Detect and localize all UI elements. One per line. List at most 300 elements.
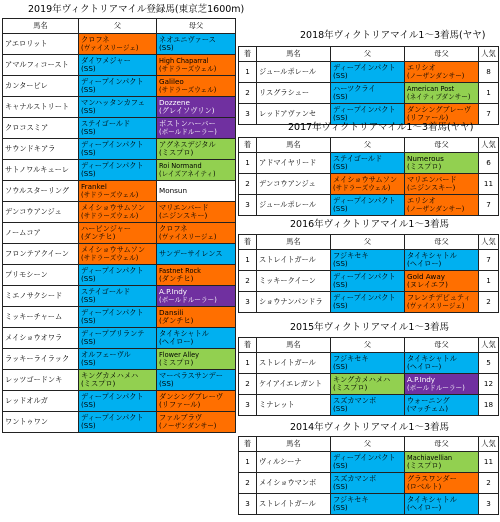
- sire-cell: [79, 370, 157, 391]
- sire-cell: [331, 395, 405, 416]
- table-row: [239, 292, 499, 313]
- results-table-2017: [238, 137, 499, 216]
- popularity: 1: [479, 271, 499, 292]
- column-header: 母父: [405, 437, 479, 452]
- popularity: 18: [479, 395, 499, 416]
- registered-horses-body: [3, 19, 236, 433]
- horse-name: ジュールポレール: [257, 195, 331, 216]
- dam-sire-cell-line: Dansili: [159, 307, 184, 317]
- sire-cell-line: ステイゴールド: [81, 118, 131, 128]
- popularity: 7: [479, 104, 499, 125]
- header-row: [3, 19, 236, 34]
- sire-cell-line: (SS): [81, 295, 96, 304]
- dam-sire-cell-line: (ニジンスキー): [159, 211, 208, 220]
- horse-name: アマルフィコースト: [3, 55, 79, 76]
- dam-sire-cell: [405, 374, 479, 395]
- sire-cell-line: ダイワメジャー: [81, 55, 131, 65]
- header-row: [239, 338, 499, 353]
- sire-cell: [331, 83, 405, 104]
- sire-cell-line: (SS): [333, 461, 348, 470]
- popularity: 2: [479, 473, 499, 494]
- table-row: [239, 494, 499, 515]
- dam-sire-cell-line: (ノーザンダンサー): [159, 422, 217, 430]
- dam-sire-cell: [157, 139, 236, 160]
- dam-sire-cell-line: Gold Away: [407, 271, 445, 281]
- table-row: [3, 118, 236, 139]
- results-body: [239, 235, 499, 313]
- sire-cell-line: メイショウサムソン: [81, 202, 146, 212]
- sire-cell-line: (SS): [333, 92, 348, 101]
- dam-sire-cell: [405, 195, 479, 216]
- horse-name: ミナレット: [257, 395, 331, 416]
- horse-name: プリモシーン: [3, 265, 79, 286]
- dam-sire-cell-line: ファルブラヴ: [159, 412, 202, 422]
- results-title-2017: 2017年ヴィクトリアマイル1～3着馬(ヤヤ): [288, 122, 474, 133]
- horse-name: フロンテアクイーン: [3, 244, 79, 265]
- sire-cell: [331, 292, 405, 313]
- horse-name: カンタービレ: [3, 76, 79, 97]
- sire-cell: [79, 412, 157, 433]
- sire-cell: [79, 55, 157, 76]
- dam-sire-cell-line: (ヘイロー): [407, 362, 442, 371]
- finish-position: 1: [239, 452, 257, 473]
- sire-cell-line: ディープインパクト: [81, 160, 144, 170]
- results-body: [239, 47, 499, 125]
- horse-name: ミエノサクシード: [3, 286, 79, 307]
- dam-sire-cell: [157, 34, 236, 55]
- sire-cell-line: (サドラーズウェル): [81, 191, 139, 199]
- results-title-2018: 2018年ヴィクトリアマイル1～3着馬(ヤヤ): [300, 30, 486, 41]
- dam-sire-cell-line: タイキシャトル: [407, 353, 457, 363]
- dam-sire-cell-line: ダンシングブレーヴ: [407, 104, 471, 114]
- popularity: 6: [479, 153, 499, 174]
- horse-name: ミッキークイーン: [257, 271, 331, 292]
- dam-sire-cell-line: (SS): [159, 379, 174, 388]
- dam-sire-cell: [157, 370, 236, 391]
- dam-sire-cell-line: (ヘイロー): [159, 337, 194, 346]
- sire-cell-line: (SS): [333, 482, 348, 491]
- table-row: [3, 286, 236, 307]
- sire-cell-line: (SS): [333, 280, 348, 289]
- dam-sire-cell: [405, 494, 479, 515]
- dam-sire-cell: [405, 452, 479, 473]
- dam-sire-cell-line: (ミスプロ): [407, 461, 442, 470]
- sire-cell-line: (SS): [333, 204, 348, 213]
- column-header: 馬名: [3, 19, 79, 34]
- sire-cell-line: ディープインパクト: [81, 391, 144, 401]
- finish-position: 2: [239, 83, 257, 104]
- results-body: [239, 338, 499, 416]
- dam-sire-cell-line: (ヘイロー): [407, 503, 442, 512]
- header-row: [239, 47, 499, 62]
- dam-sire-cell-line: (ミスプロ): [159, 358, 194, 367]
- table-row: [3, 307, 236, 328]
- sire-cell-line: マンハッタンカフェ: [81, 97, 145, 107]
- horse-name: レッドアヴァンセ: [257, 104, 331, 125]
- horse-name: リスグラシュー: [257, 83, 331, 104]
- header-row: [239, 138, 499, 153]
- sire-cell: [79, 118, 157, 139]
- sire-cell-line: (ミスプロ): [333, 383, 368, 392]
- column-header: 父: [331, 437, 405, 452]
- dam-sire-cell-line: (サドラーズウェル): [159, 86, 217, 94]
- sire-cell: [331, 374, 405, 395]
- column-header: 着: [239, 138, 257, 153]
- table-row: [239, 83, 499, 104]
- sire-cell: [331, 62, 405, 83]
- dam-sire-cell-line: (ボールドルーラー): [159, 296, 217, 304]
- table-row: [239, 62, 499, 83]
- finish-position: 3: [239, 195, 257, 216]
- sire-cell: [331, 153, 405, 174]
- popularity: 1: [479, 83, 499, 104]
- table-row: [239, 473, 499, 494]
- finish-position: 3: [239, 104, 257, 125]
- table-row: [3, 412, 236, 433]
- sire-cell-line: フジキセキ: [333, 353, 369, 363]
- dam-sire-cell-line: (ヴァイスリージェ): [407, 302, 465, 310]
- dam-sire-cell-line: アグネスデジタル: [159, 139, 216, 149]
- sire-cell-line: (SS): [333, 71, 348, 80]
- dam-sire-cell-line: マーベラスサンデー: [159, 370, 223, 380]
- dam-sire-cell: [157, 349, 236, 370]
- table-row: [3, 223, 236, 244]
- finish-position: 2: [239, 473, 257, 494]
- table-row: [3, 328, 236, 349]
- dam-sire-cell: [157, 202, 236, 223]
- sire-cell-line: ディープインパクト: [333, 195, 396, 205]
- column-header: 人気: [479, 437, 499, 452]
- sire-cell: [331, 271, 405, 292]
- table-row: [3, 160, 236, 181]
- dam-sire-cell: [157, 307, 236, 328]
- horse-name: ストレイトガール: [257, 494, 331, 515]
- popularity: 3: [479, 494, 499, 515]
- horse-name: キャナルストリート: [3, 97, 79, 118]
- dam-sire-cell-line: グラスワンダー: [407, 473, 457, 483]
- dam-sire-cell: [405, 395, 479, 416]
- dam-sire-cell: [405, 153, 479, 174]
- finish-position: 1: [239, 62, 257, 83]
- dam-sire-cell: [405, 174, 479, 195]
- sire-cell-line: メイショウサムソン: [333, 174, 398, 184]
- dam-sire-cell-line: A.P.Indy: [407, 374, 436, 384]
- dam-sire-cell-line: タイキシャトル: [159, 328, 209, 338]
- results-title-2015: 2015年ヴィクトリアマイル1～3着馬: [290, 322, 450, 333]
- horse-name: ラッキーライラック: [3, 349, 79, 370]
- table-row: [3, 34, 236, 55]
- sire-cell-line: (SS): [81, 106, 96, 115]
- sire-cell: [79, 391, 157, 412]
- sire-cell-line: ディープインパクト: [81, 307, 144, 317]
- sire-cell-line: (サドラーズウェル): [81, 254, 139, 262]
- column-header: 父: [331, 338, 405, 353]
- sire-cell-line: ハーツクライ: [333, 83, 376, 93]
- sire-cell: [331, 250, 405, 271]
- dam-sire-cell: [405, 271, 479, 292]
- horse-name: デンコウアンジュ: [3, 202, 79, 223]
- column-header: 母父: [405, 235, 479, 250]
- header-row: [239, 437, 499, 452]
- dam-sire-cell: [405, 250, 479, 271]
- dam-sire-cell-line: (ネイティブダンサー): [407, 93, 471, 101]
- sire-cell: [79, 223, 157, 244]
- horse-name: メイショウマンボ: [257, 473, 331, 494]
- sire-cell-line: (サドラーズウェル): [81, 212, 139, 220]
- dam-sire-cell-line: ボストンハーバー: [159, 118, 216, 128]
- dam-sire-cell-line: エリシオ: [407, 62, 436, 72]
- results-table-2016: [238, 234, 499, 313]
- sire-cell-line: キングカメハメハ: [333, 374, 391, 384]
- horse-name: メイショウオワラ: [3, 328, 79, 349]
- popularity: 5: [479, 353, 499, 374]
- left-table-title: 2019年ヴィクトリアマイル登録馬(東京芝1600m): [28, 4, 245, 15]
- horse-name: ノームコア: [3, 223, 79, 244]
- sire-cell-line: ディープインパクト: [81, 139, 144, 149]
- table-row: [239, 195, 499, 216]
- dam-sire-cell: [157, 181, 236, 202]
- dam-sire-cell-line: タイキシャトル: [407, 494, 457, 504]
- sire-cell-line: (SS): [81, 64, 96, 73]
- dam-sire-cell-line: マリエンバード: [407, 174, 457, 184]
- table-row: [3, 139, 236, 160]
- sire-cell-line: ディープインパクト: [333, 271, 396, 281]
- sire-cell-line: (SS): [81, 148, 96, 157]
- sire-cell-line: ディープインパクト: [333, 62, 396, 72]
- table-row: [3, 391, 236, 412]
- registered-horses-table: [2, 18, 236, 433]
- dam-sire-cell-line: (ノーザンダンサー): [407, 205, 465, 213]
- dam-sire-cell: [157, 118, 236, 139]
- horse-name: ヴィルシーナ: [257, 452, 331, 473]
- table-row: [3, 97, 236, 118]
- horse-name: ソウルスターリング: [3, 181, 79, 202]
- dam-sire-cell-line: フレンチデピュティ: [407, 292, 471, 302]
- dam-sire-cell-line: (ノーザンダンサー): [407, 72, 465, 80]
- column-header: 人気: [479, 138, 499, 153]
- dam-sire-cell-line: American Post: [407, 84, 455, 93]
- column-header: 着: [239, 338, 257, 353]
- horse-name: サトノワルキューレ: [3, 160, 79, 181]
- sire-cell: [79, 307, 157, 328]
- horse-name: デンコウアンジュ: [257, 174, 331, 195]
- horse-name: ストレイトガール: [257, 353, 331, 374]
- dam-sire-cell-line: (ボールドルーラー): [407, 384, 465, 392]
- sire-cell-line: ディープインパクト: [81, 265, 144, 275]
- popularity: 11: [479, 174, 499, 195]
- dam-sire-cell-line: High Chaparral: [159, 56, 209, 65]
- dam-sire-cell-line: Fastnet Rock: [159, 266, 201, 275]
- sire-cell-line: (ダンチヒ): [81, 232, 116, 241]
- sire-cell-line: (サドラーズウェル): [333, 184, 391, 192]
- column-header: 馬名: [257, 47, 331, 62]
- sire-cell-line: ステイゴールド: [81, 286, 131, 296]
- column-header: 着: [239, 235, 257, 250]
- popularity: 8: [479, 62, 499, 83]
- dam-sire-cell-line: ウォーニング: [407, 395, 450, 405]
- horse-name: レッツゴードンキ: [3, 370, 79, 391]
- finish-position: 2: [239, 174, 257, 195]
- sire-cell-line: (SS): [333, 259, 348, 268]
- sire-cell-line: (SS): [81, 85, 96, 94]
- dam-sire-cell: [157, 223, 236, 244]
- table-row: [239, 374, 499, 395]
- dam-sire-cell-line: クロフネ: [159, 223, 188, 233]
- dam-sire-cell-line: Monsun: [159, 185, 188, 195]
- sire-cell-line: (SS): [333, 362, 348, 371]
- table-row: [3, 349, 236, 370]
- horse-name: ケイアイエレガント: [257, 374, 331, 395]
- sire-cell: [331, 174, 405, 195]
- column-header: 馬名: [257, 437, 331, 452]
- dam-sire-cell: [405, 353, 479, 374]
- sire-cell-line: ディープインパクト: [333, 452, 396, 462]
- sire-cell: [79, 328, 157, 349]
- horse-name: レッドオルガ: [3, 391, 79, 412]
- sire-cell-line: (SS): [81, 400, 96, 409]
- sire-cell-line: (SS): [81, 421, 96, 430]
- sire-cell-line: ディープインパクト: [333, 292, 396, 302]
- sire-cell-line: (SS): [81, 169, 96, 178]
- sire-cell-line: キングカメハメハ: [81, 370, 139, 380]
- dam-sire-cell-line: Dozzene: [159, 97, 190, 107]
- table-row: [3, 55, 236, 76]
- horse-name: ミッキーチャーム: [3, 307, 79, 328]
- dam-sire-cell: [157, 265, 236, 286]
- results-table-2018: [238, 46, 499, 125]
- table-row: [239, 174, 499, 195]
- dam-sire-cell: [405, 473, 479, 494]
- dam-sire-cell-line: Flower Alley: [159, 350, 200, 359]
- sire-cell-line: ディープインパクト: [81, 76, 144, 86]
- table-row: [239, 395, 499, 416]
- finish-position: 1: [239, 153, 257, 174]
- column-header: 母父: [405, 338, 479, 353]
- dam-sire-cell-line: (リファール): [407, 113, 449, 122]
- column-header: 着: [239, 437, 257, 452]
- sire-cell-line: ステイゴールド: [333, 153, 383, 163]
- table-row: [239, 153, 499, 174]
- dam-sire-cell-line: Roi Normand: [159, 161, 202, 170]
- dam-sire-cell-line: (ニジンスキー): [407, 183, 456, 192]
- table-row: [239, 250, 499, 271]
- dam-sire-cell: [405, 83, 479, 104]
- table-row: [3, 244, 236, 265]
- finish-position: 1: [239, 353, 257, 374]
- table-row: [239, 271, 499, 292]
- dam-sire-cell-line: (リファール): [159, 400, 201, 409]
- dam-sire-cell: [157, 76, 236, 97]
- column-header: 父: [331, 47, 405, 62]
- sire-cell-line: クロフネ: [81, 34, 110, 44]
- column-header: 馬名: [257, 235, 331, 250]
- column-header: 人気: [479, 235, 499, 250]
- sire-cell-line: ハービンジャー: [81, 223, 131, 233]
- sire-cell-line: (SS): [333, 301, 348, 310]
- header-row: [239, 235, 499, 250]
- horse-name: ワントゥワン: [3, 412, 79, 433]
- dam-sire-cell-line: ダンシングブレーヴ: [159, 391, 223, 401]
- dam-sire-cell: [157, 286, 236, 307]
- dam-sire-cell: [405, 292, 479, 313]
- sire-cell: [79, 139, 157, 160]
- results-title-2016: 2016年ヴィクトリアマイル1～3着馬: [290, 219, 450, 230]
- sire-cell-line: (SS): [333, 113, 348, 122]
- table-row: [3, 202, 236, 223]
- sire-cell-line: (SS): [333, 503, 348, 512]
- dam-sire-cell-line: (ヌレイエフ): [407, 280, 448, 289]
- column-header: 馬名: [257, 338, 331, 353]
- sire-cell-line: (SS): [333, 162, 348, 171]
- horse-name: サウンドキアラ: [3, 139, 79, 160]
- column-header: 人気: [479, 338, 499, 353]
- table-row: [3, 181, 236, 202]
- dam-sire-cell: [405, 62, 479, 83]
- sire-cell-line: Frankel: [81, 181, 107, 191]
- dam-sire-cell-line: (ヴァイスリージェ): [159, 233, 217, 241]
- sire-cell: [79, 202, 157, 223]
- sire-cell-line: スズカマンボ: [333, 395, 377, 405]
- results-title-2014: 2014年ヴィクトリアマイル1～3着馬: [290, 422, 450, 433]
- sire-cell: [331, 353, 405, 374]
- dam-sire-cell-line: (ミスプロ): [159, 148, 194, 157]
- popularity: 11: [479, 452, 499, 473]
- dam-sire-cell-line: A.P.Indy: [159, 286, 188, 296]
- finish-position: 1: [239, 250, 257, 271]
- sire-cell-line: (SS): [333, 404, 348, 413]
- sire-cell-line: ディープインパクト: [333, 104, 396, 114]
- dam-sire-cell-line: (ヘイロー): [407, 259, 442, 268]
- sire-cell-line: オルフェーヴル: [81, 349, 131, 359]
- horse-name: ストレイトガール: [257, 250, 331, 271]
- dam-sire-cell-line: (ボールドルーラー): [159, 128, 217, 136]
- horse-name: クロコスミア: [3, 118, 79, 139]
- column-header: 母父: [405, 138, 479, 153]
- sire-cell: [79, 34, 157, 55]
- horse-name: ショウナンパンドラ: [257, 292, 331, 313]
- column-header: 父: [331, 138, 405, 153]
- column-header: 馬名: [257, 138, 331, 153]
- sire-cell-line: メイショウサムソン: [81, 244, 146, 254]
- sire-cell-line: (SS): [81, 127, 96, 136]
- popularity: 12: [479, 374, 499, 395]
- dam-sire-cell-line: サンデーサイレンス: [159, 248, 223, 258]
- sire-cell: [79, 244, 157, 265]
- sire-cell-line: フジキセキ: [333, 494, 369, 504]
- column-header: 父: [79, 19, 157, 34]
- results-body: [239, 138, 499, 216]
- dam-sire-cell-line: (レイズアネイティ): [159, 170, 216, 178]
- finish-position: 3: [239, 292, 257, 313]
- dam-sire-cell: [157, 97, 236, 118]
- sire-cell-line: (SS): [81, 337, 96, 346]
- sire-cell: [79, 97, 157, 118]
- sire-cell-line: ディープインパクト: [81, 412, 144, 422]
- dam-sire-cell-line: (ミスプロ): [407, 162, 442, 171]
- sire-cell: [331, 473, 405, 494]
- dam-sire-cell: [157, 412, 236, 433]
- dam-sire-cell-line: (マッチェム): [407, 404, 449, 413]
- sire-cell: [331, 494, 405, 515]
- sire-cell: [79, 286, 157, 307]
- dam-sire-cell-line: (SS): [159, 43, 174, 52]
- results-table-2014: [238, 436, 499, 515]
- column-header: 人気: [479, 47, 499, 62]
- dam-sire-cell: [157, 328, 236, 349]
- table-row: [239, 452, 499, 473]
- table-row: [3, 370, 236, 391]
- dam-sire-cell-line: (ロベルト): [407, 482, 442, 491]
